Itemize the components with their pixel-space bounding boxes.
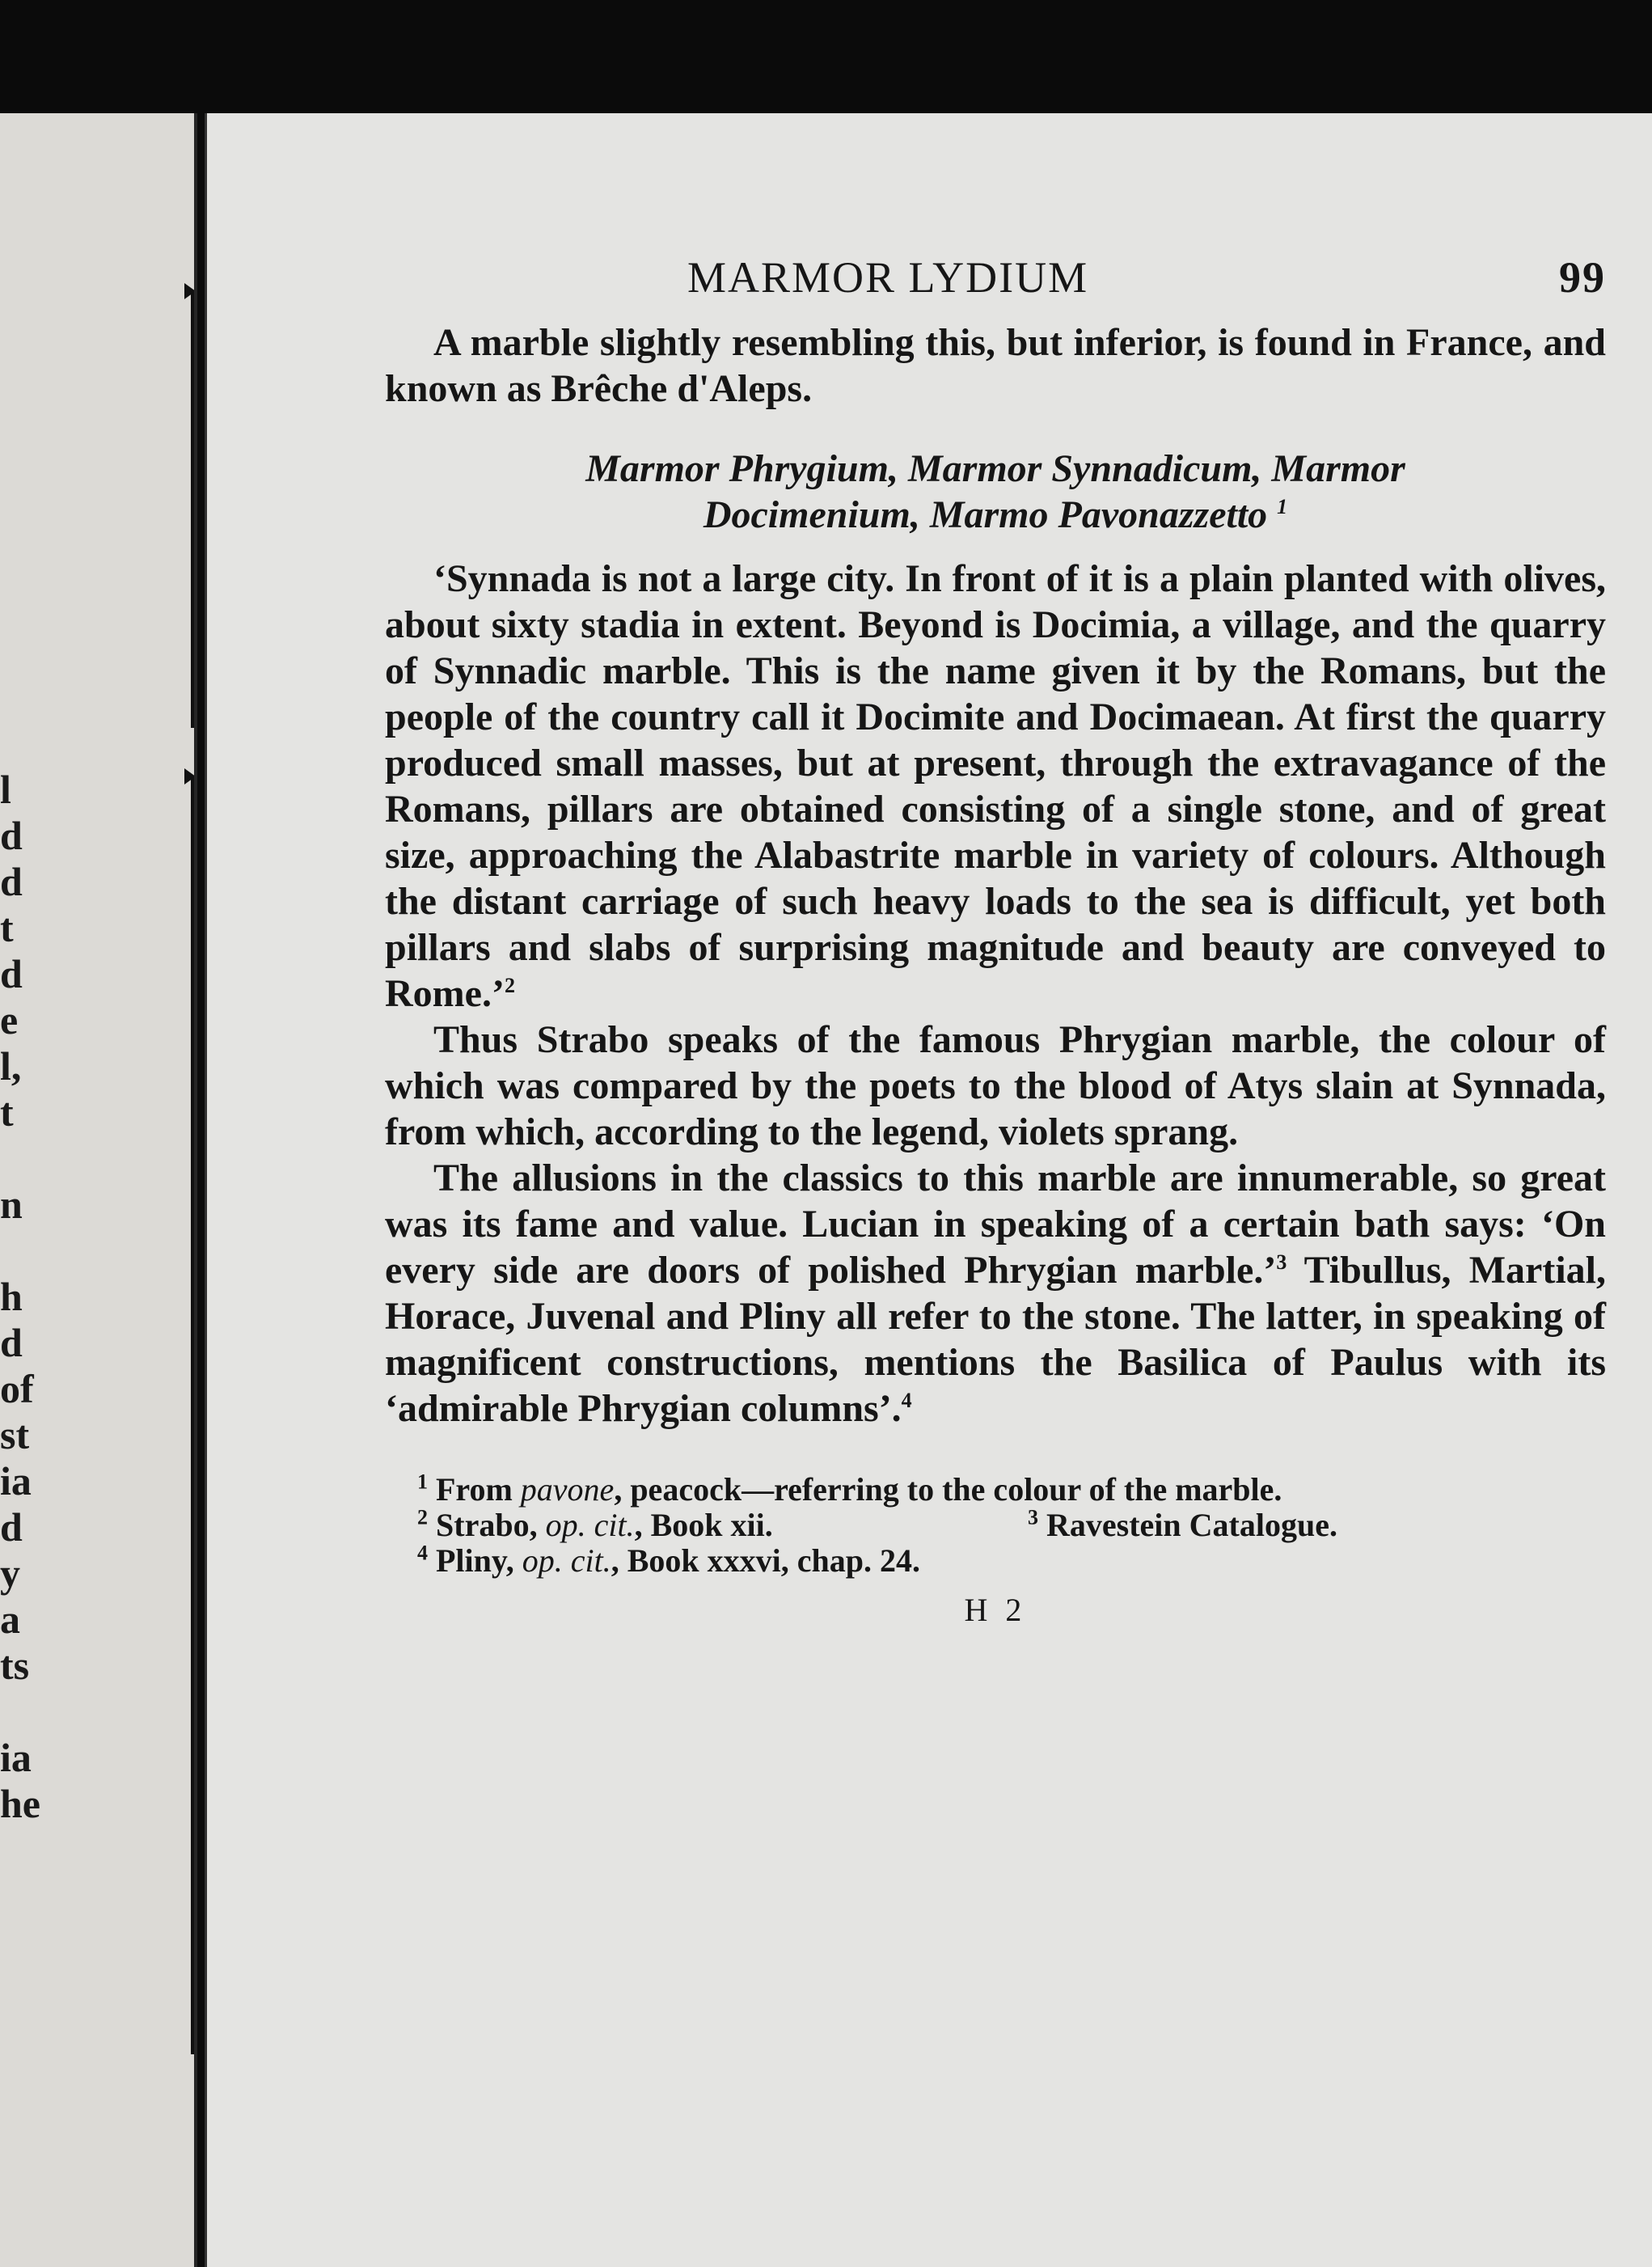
footnote-ref: 2 xyxy=(504,974,515,997)
left-fragment: d xyxy=(0,1320,23,1365)
left-fragment: d xyxy=(0,813,23,858)
footnotes xyxy=(385,1472,1606,1579)
page-edge-line xyxy=(191,291,194,728)
section-heading-line xyxy=(385,492,1606,538)
left-fragment xyxy=(0,1689,49,1735)
left-fragment: t xyxy=(0,1089,14,1135)
footnote-text: , peacock—referring to the colour of the marble. xyxy=(614,1471,1282,1508)
footnote-ref: 1 xyxy=(1277,495,1288,518)
left-fragment xyxy=(0,1228,49,1274)
footnote-text: , Book xii. xyxy=(634,1507,773,1543)
footnote-text: Pliny, xyxy=(436,1542,522,1579)
running-head xyxy=(385,255,1606,319)
section-heading xyxy=(385,446,1606,538)
section-heading-text: Docimenium, Marmo Pavonazzetto xyxy=(703,493,1268,536)
page-edge-line xyxy=(191,776,194,2054)
running-head-title: MARMOR LYDIUM xyxy=(687,253,1089,302)
left-page-fragments xyxy=(0,767,49,1827)
footnote-text: Ravestein Catalogue. xyxy=(1046,1507,1337,1543)
left-fragment: a xyxy=(0,1597,20,1642)
left-fragment: d xyxy=(0,951,23,996)
footnote-text: Strabo, xyxy=(436,1507,546,1543)
left-fragment: he xyxy=(0,1781,40,1826)
left-page xyxy=(0,113,197,2267)
left-fragment: t xyxy=(0,905,14,950)
left-fragment: ia xyxy=(0,1735,32,1780)
footnote-number: 2 xyxy=(417,1505,428,1529)
quote-paragraph xyxy=(385,556,1606,1017)
footnote-italic: op. cit. xyxy=(522,1542,611,1579)
section-heading-line: Marmor Phrygium, Marmor Synnadicum, Marmor xyxy=(585,447,1405,490)
footnote-ref: 3 xyxy=(1276,1250,1287,1274)
page-number: 99 xyxy=(1559,253,1606,302)
footnote-2 xyxy=(417,1507,773,1543)
intro-paragraph: A marble slightly resembling this, but inferior, is found in France, and known as Brêche d'Aleps. xyxy=(385,321,1606,410)
footnote-text: From xyxy=(436,1471,521,1508)
footnote-4 xyxy=(385,1543,1606,1579)
allusions-paragraph xyxy=(385,1155,1606,1432)
left-fragment: d xyxy=(0,1504,23,1550)
footnote-italic: pavone xyxy=(520,1471,615,1508)
footnote-1 xyxy=(385,1472,1606,1508)
footnote-3 xyxy=(1028,1505,1337,1543)
footnote-row xyxy=(385,1505,1606,1543)
left-fragment: l, xyxy=(0,1043,22,1089)
quote-text: ‘Synnada is not a large city. In front of it is a plain planted with olives, about sixty stadia in extent. Beyond is Docimia, a village, and the quarry of Synnadic marble. This is the name given it by the Romans, but the people of the country call it Docimite and Docimaean. At first the quarry produced small masses, but at present, through the extravagance of the Romans, pillars are obtained consisting of a single stone, and of great size, approaching the Alabastrite marble in variety of colours. Although the distant carriage of such heavy loads to the sea is difficult, yet both pillars and slabs of surprising magnitude and beauty are conveyed to Rome.’ xyxy=(385,557,1606,1015)
allusions-text: Tibullus, Martial, Horace, Juvenal and Pliny all refer to the stone. The latter, in speaking of magnificent constructions, mentions the Basilica of Paulus with its ‘admirable Phrygian columns’. xyxy=(385,1249,1606,1430)
left-fragment: y xyxy=(0,1550,20,1596)
footnote-number: 1 xyxy=(417,1470,428,1494)
footnote-text: , Book xxxvi, chap. 24. xyxy=(611,1542,920,1579)
right-page xyxy=(205,113,1652,2267)
allusions-text: The allusions in the classics to this marble are innumerable, so great was its fame and value. Lucian in speaking of a certain bath says: ‘On every side are doors of polished Phrygian marble.’ xyxy=(385,1157,1606,1292)
left-fragment: n xyxy=(0,1182,23,1227)
left-fragment xyxy=(0,1136,49,1182)
footnote-number: 3 xyxy=(1028,1505,1038,1529)
strabo-paragraph: Thus Strabo speaks of the famous Phrygian marble, the colour of which was compared by the poets to the blood of Atys slain at Synnada, from which, according to the legend, violets sprang. xyxy=(385,1018,1606,1153)
footnote-number: 4 xyxy=(417,1541,428,1565)
left-fragment: e xyxy=(0,997,19,1043)
signature-mark: H 2 xyxy=(964,1592,1027,1628)
left-fragment: of xyxy=(0,1366,34,1411)
left-fragment: h xyxy=(0,1274,23,1319)
footnote-italic: op. cit. xyxy=(545,1507,635,1543)
left-fragment: d xyxy=(0,859,23,904)
left-fragment: ia xyxy=(0,1458,32,1504)
left-fragment: ts xyxy=(0,1643,30,1688)
page-content xyxy=(385,255,1606,1633)
left-fragment: l xyxy=(0,767,11,812)
left-fragment: st xyxy=(0,1412,30,1457)
footnote-ref: 4 xyxy=(901,1389,912,1412)
